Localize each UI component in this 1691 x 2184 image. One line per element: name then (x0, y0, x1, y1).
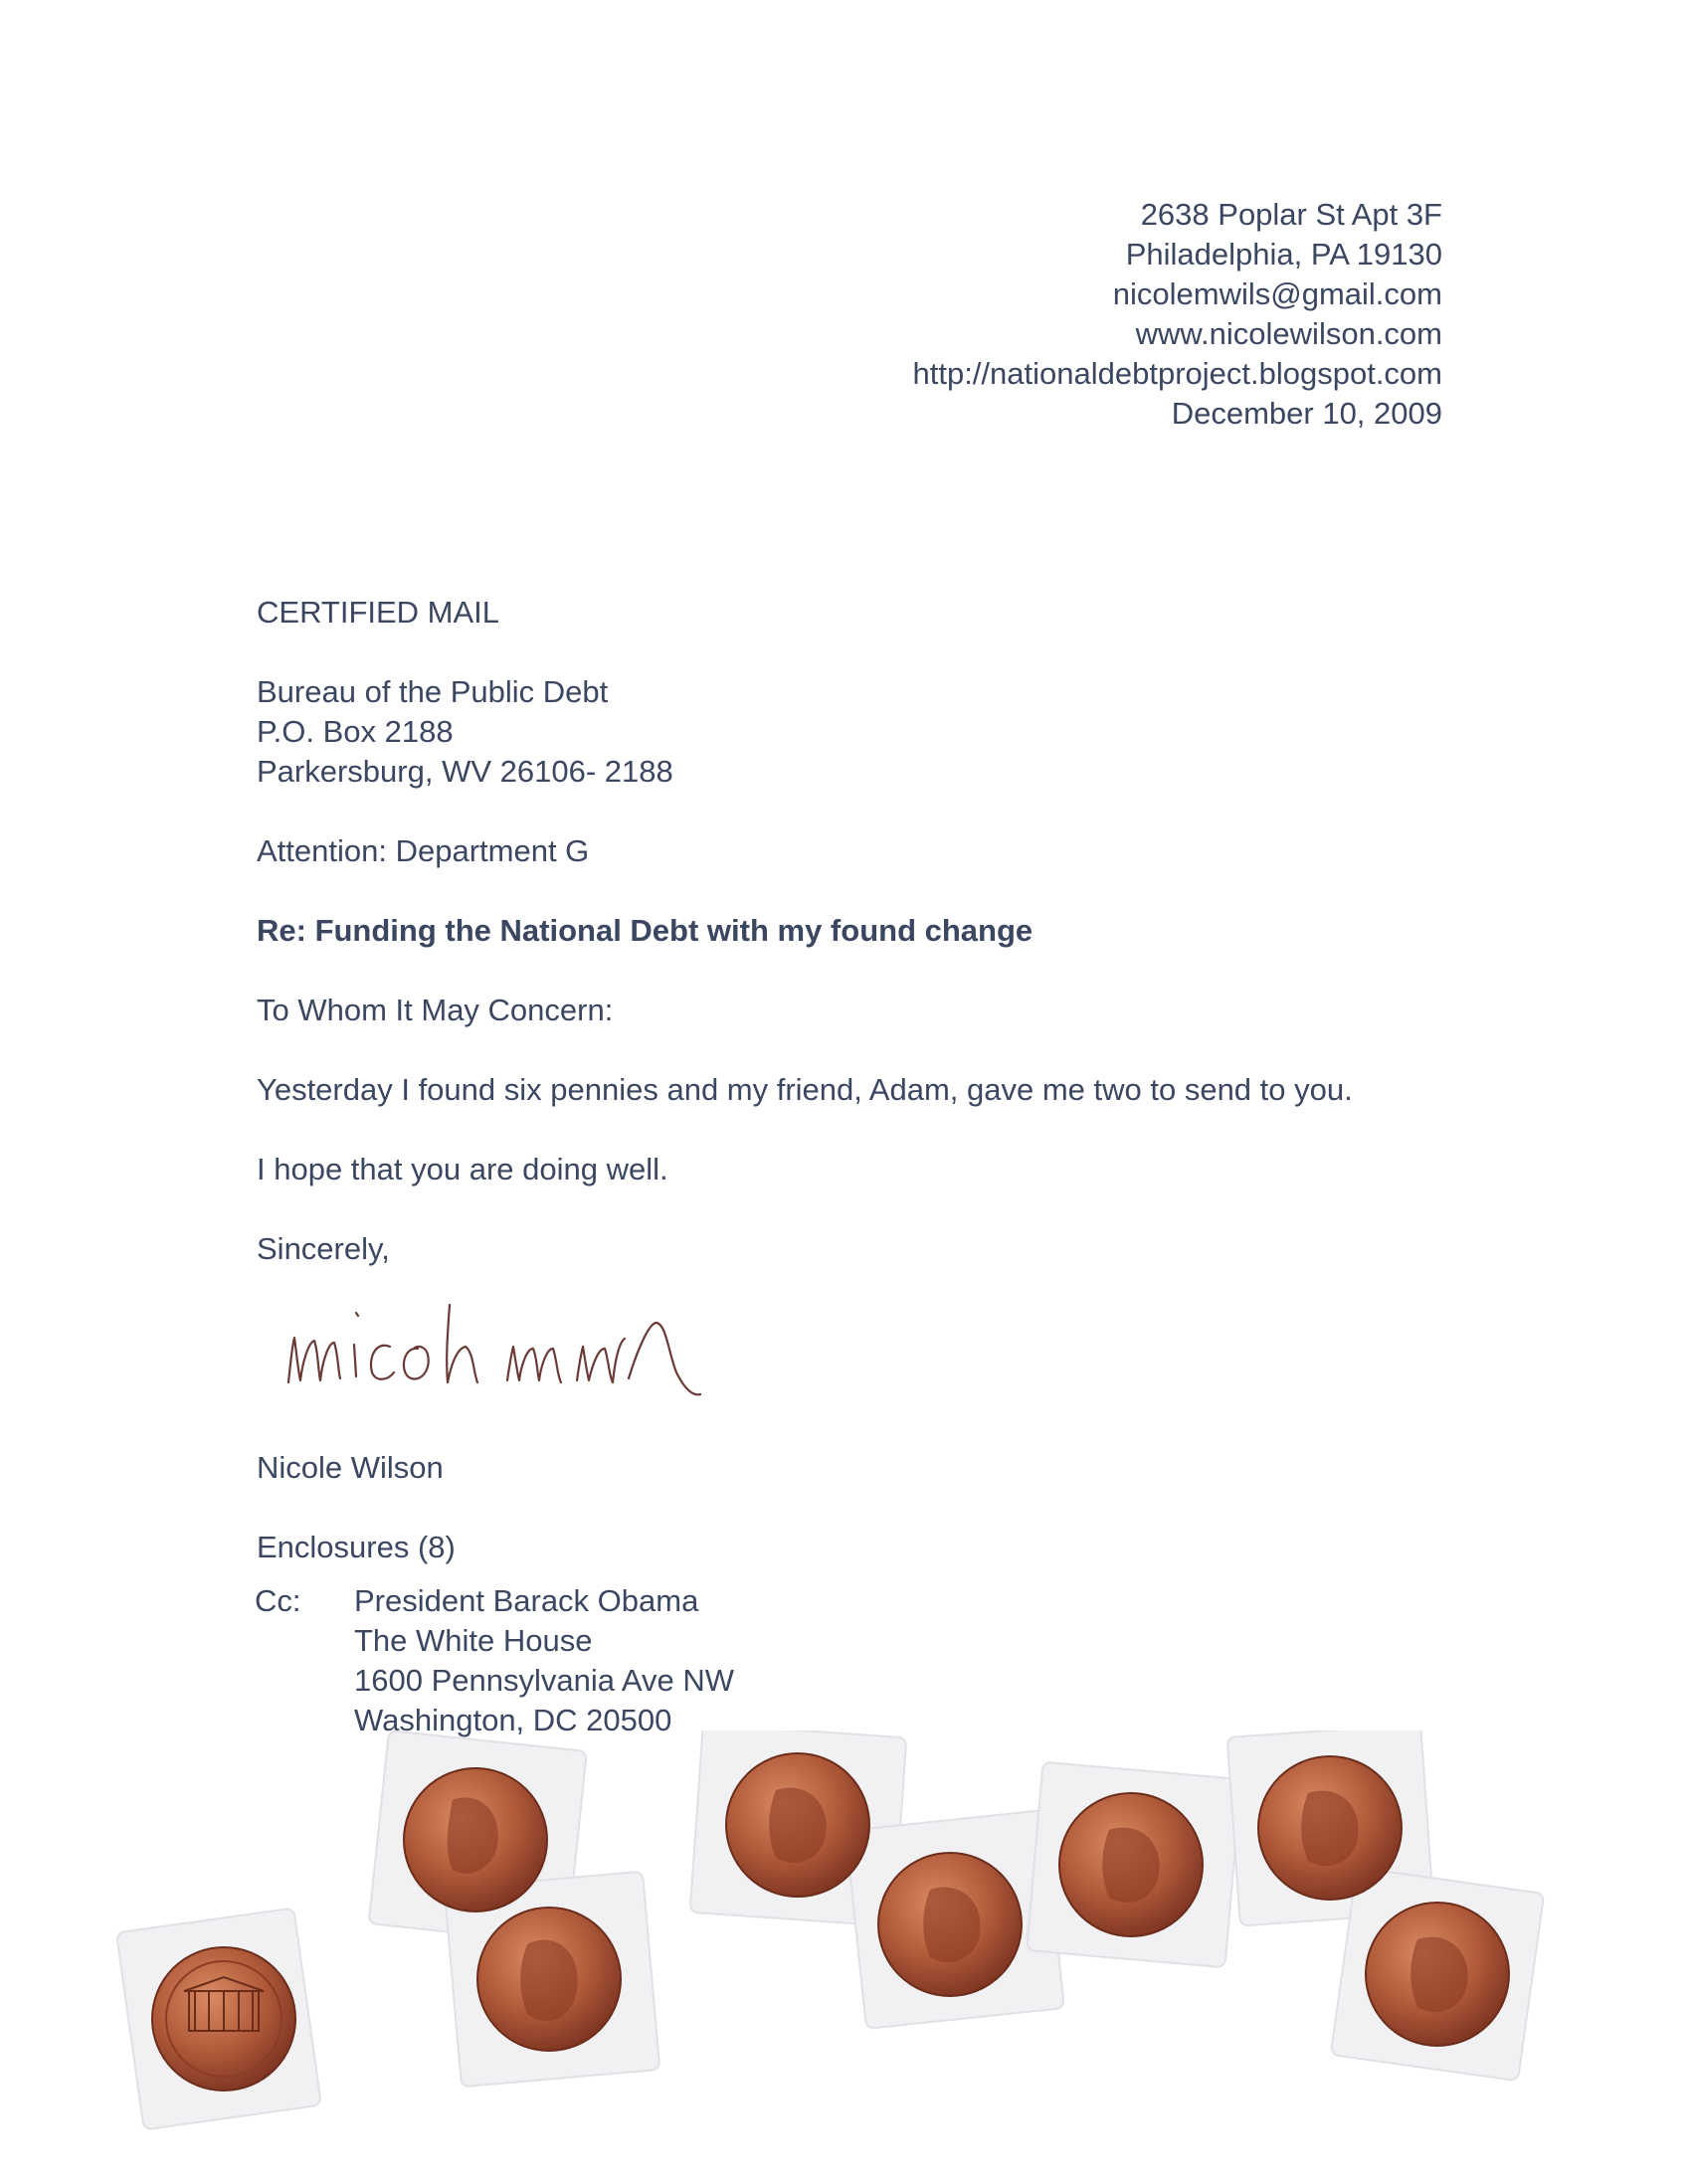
salutation: To Whom It May Concern: (257, 993, 614, 1027)
penny-5 (878, 1853, 1022, 1996)
subject-line: Re: Funding the National Debt with my found change (257, 913, 1033, 948)
handwritten-signature (279, 1283, 816, 1412)
cc-line-3: 1600 Pennsylvania Ave NW (354, 1663, 734, 1698)
sender-street: 2638 Poplar St Apt 3F (1140, 197, 1442, 232)
attention-line: Attention: Department G (257, 833, 590, 868)
sender-website: www.nicolewilson.com (1135, 316, 1442, 351)
penny-7 (1258, 1756, 1402, 1900)
closing: Sincerely, (257, 1231, 390, 1266)
body-paragraph-2: I hope that you are doing well. (257, 1152, 668, 1186)
penny-1 (152, 1947, 295, 2091)
sender-email: nicolemwils@gmail.com (1112, 276, 1442, 311)
recipient-name: Bureau of the Public Debt (257, 674, 609, 709)
cc-line-2: The White House (354, 1623, 593, 1658)
sender-city-state-zip: Philadelphia, PA 19130 (1125, 237, 1442, 272)
letter-date: December 10, 2009 (1171, 396, 1442, 431)
penny-8 (1366, 1903, 1509, 2046)
cc-line-1: President Barack Obama (354, 1583, 699, 1618)
taped-pennies (0, 1730, 1691, 2184)
signer-name: Nicole Wilson (257, 1450, 444, 1485)
sender-address-block (912, 195, 1442, 434)
penny-3 (477, 1908, 621, 2051)
cc-address-block (354, 1581, 734, 1740)
recipient-po-box: P.O. Box 2188 (257, 714, 454, 749)
enclosures: Enclosures (8) (257, 1530, 456, 1564)
delivery-method: CERTIFIED MAIL (257, 595, 500, 630)
cc-label: Cc: (255, 1583, 301, 1618)
recipient-address-block (257, 672, 673, 792)
penny-6 (1059, 1793, 1203, 1936)
sender-blog: http://nationaldebtproject.blogspot.com (912, 356, 1442, 391)
penny-2 (404, 1768, 547, 1911)
body-paragraph-1: Yesterday I found six pennies and my friend, Adam, gave me two to send to you. (257, 1072, 1353, 1107)
recipient-city-state-zip: Parkersburg, WV 26106- 2188 (257, 754, 673, 789)
penny-4 (726, 1753, 869, 1897)
cc-line-4: Washington, DC 20500 (354, 1703, 672, 1737)
